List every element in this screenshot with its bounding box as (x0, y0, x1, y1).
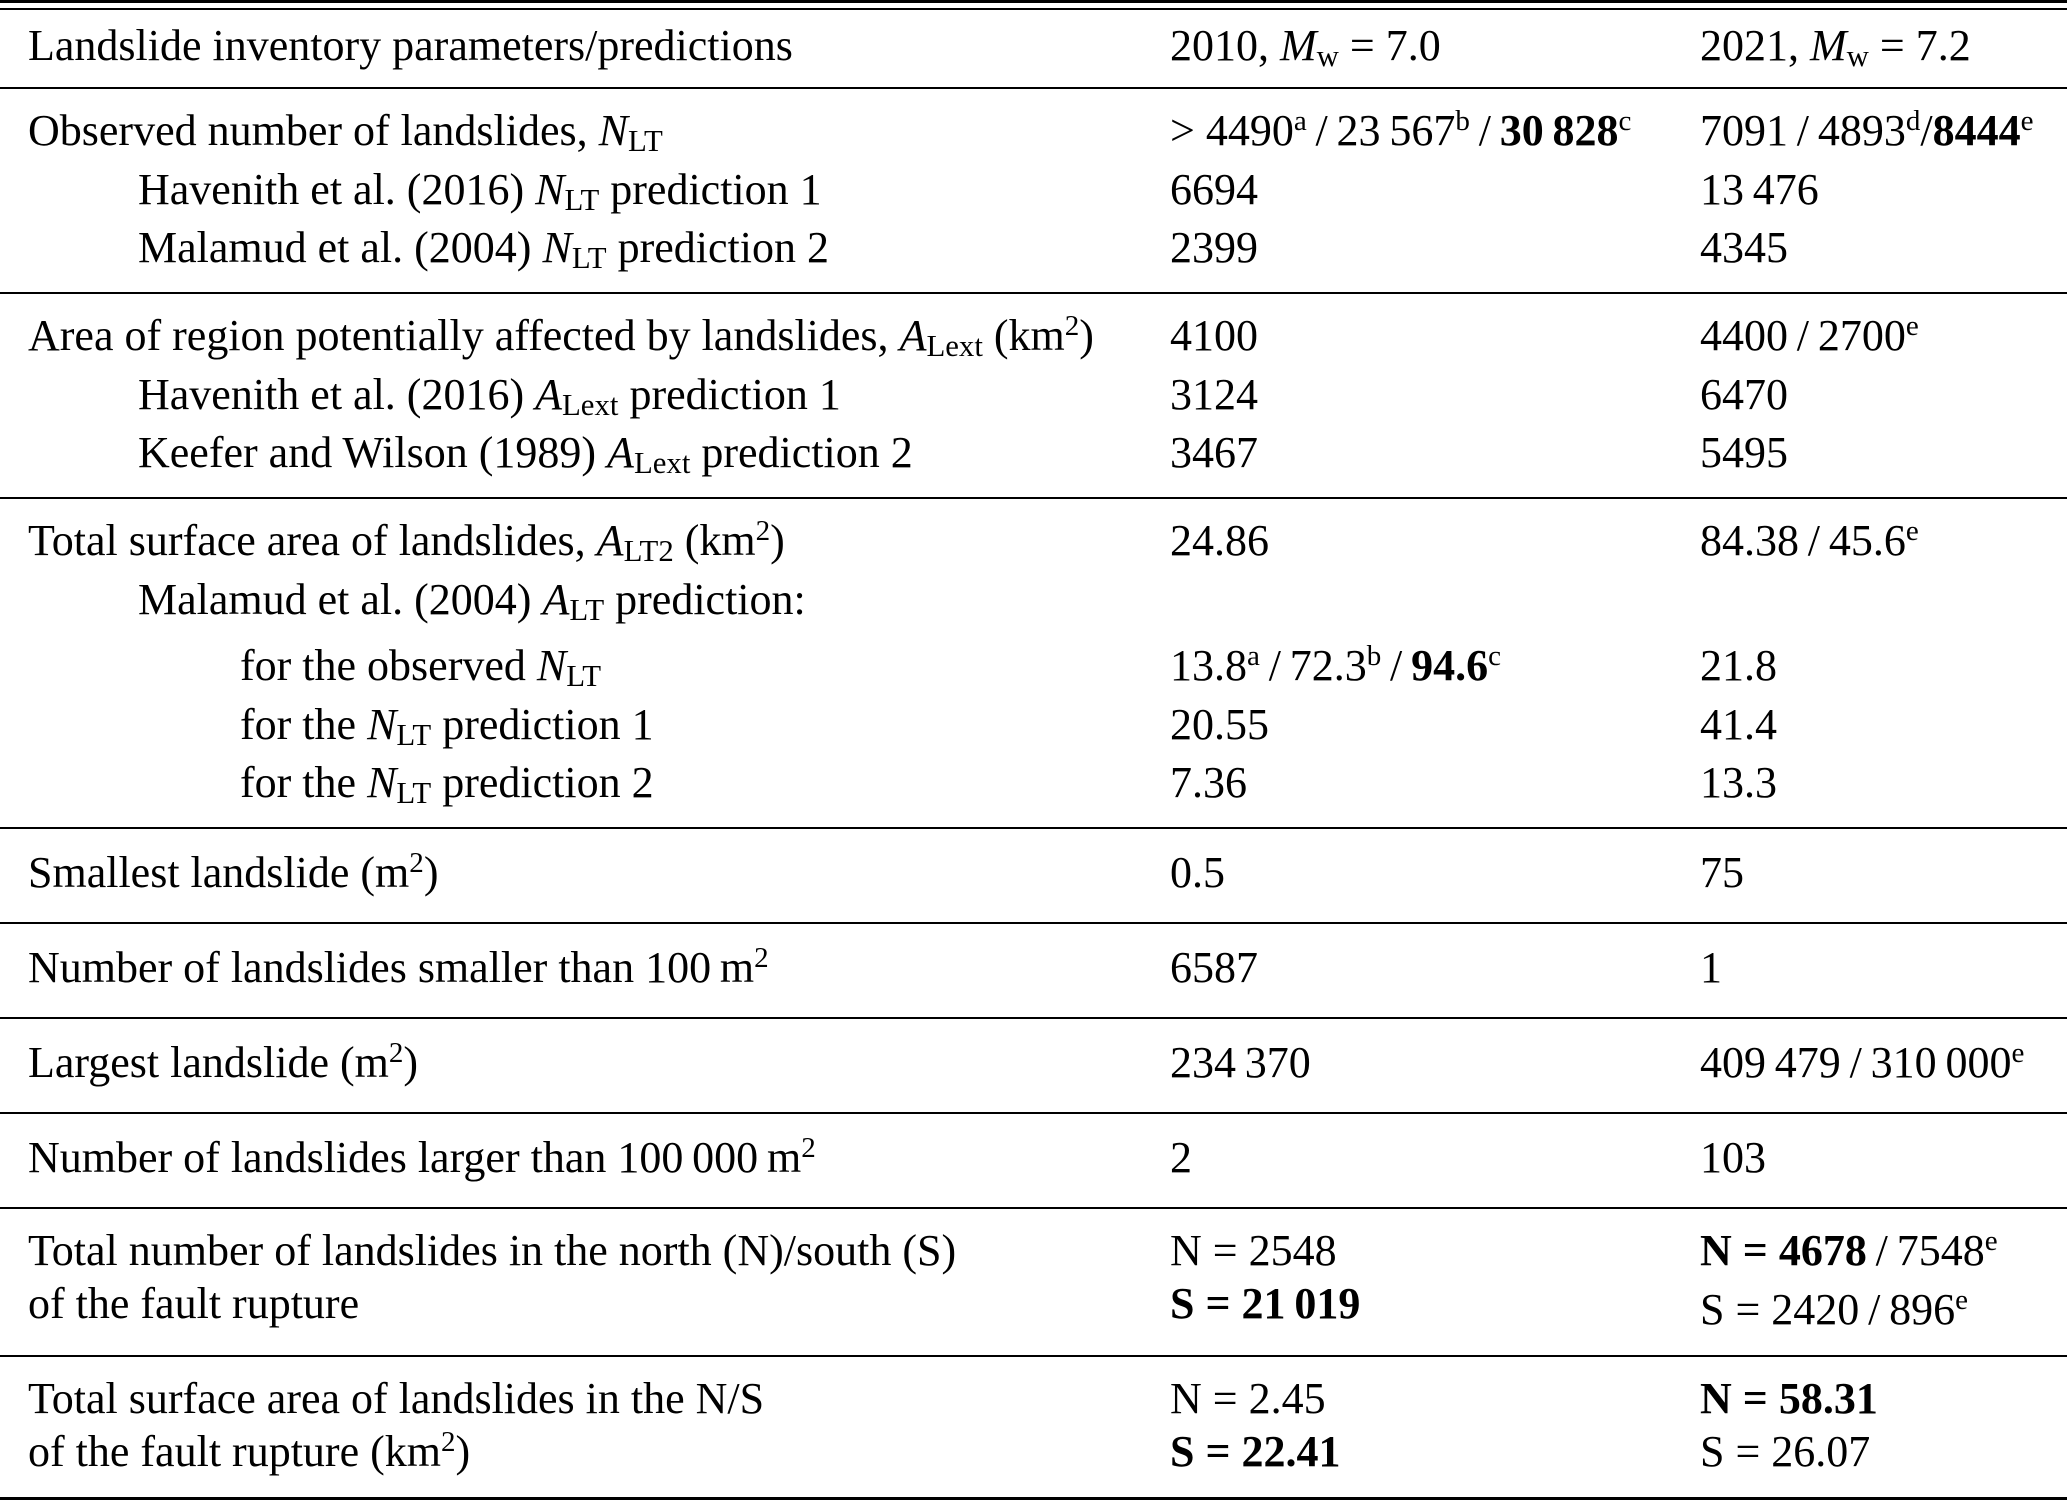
text-run: 13.8 (1170, 641, 1247, 690)
row-alt-for-nlt-prediction-2 (0, 756, 2067, 814)
row-total-surface-area (0, 514, 2067, 573)
parameter-label-cell (0, 1131, 1170, 1190)
text-run: 3467 (1170, 428, 1258, 477)
text-run: 30 828 (1499, 106, 1619, 155)
text-run: prediction 1 (618, 370, 841, 419)
subscript-text: LT (396, 717, 432, 752)
text-run: prediction: (604, 575, 806, 624)
text-run: 4345 (1700, 223, 1788, 272)
parameter-label-cell (0, 426, 1170, 484)
cell-line (28, 19, 1170, 72)
text-run: 6694 (1170, 165, 1258, 214)
parameter-label-cell (0, 104, 1170, 162)
subscript-text: LT (564, 182, 600, 217)
parameter-label-cell (0, 639, 1170, 697)
cell-line (1700, 426, 2067, 479)
superscript-marker: e (1955, 1284, 1969, 1317)
parameter-label-cell (0, 573, 1170, 631)
section-observed-number (0, 89, 2067, 292)
section-affected-area (0, 294, 2067, 497)
text-run: M (1810, 21, 1847, 70)
text-run: 4400 / 2700 (1700, 311, 1906, 360)
text-run: 13 476 (1700, 165, 1819, 214)
text-run: S = 22.41 (1170, 1427, 1341, 1476)
text-run: / (1920, 106, 1933, 155)
value-2021-cell (1700, 19, 2067, 77)
superscript-marker: e (1905, 515, 1919, 548)
cell-line (1170, 309, 1700, 362)
text-run: for the (240, 758, 368, 807)
text-run: of the fault rupture (28, 1279, 360, 1328)
parameter-label-cell (0, 514, 1170, 573)
parameter-label-cell (0, 698, 1170, 756)
row-havenith-nlt-prediction-1 (0, 163, 2067, 221)
cell-line (1170, 756, 1700, 809)
cell-line (1700, 19, 2067, 77)
parameter-label-cell (0, 1372, 1170, 1484)
cell-line (138, 221, 1170, 279)
text-run: prediction 2 (431, 758, 654, 807)
text-run: 41.4 (1700, 700, 1777, 749)
cell-line (1170, 368, 1700, 421)
text-run: 2 (1170, 1133, 1192, 1182)
section-total-area-north-south (0, 1357, 2067, 1497)
text-run: 2010, (1170, 21, 1280, 70)
text-run: 20.55 (1170, 700, 1269, 749)
text-run: ) (455, 1427, 471, 1476)
value-2010-cell (1170, 309, 1700, 362)
cell-line (1170, 1372, 1700, 1425)
value-2021-cell (1700, 846, 2067, 899)
value-2010-cell (1170, 426, 1700, 479)
text-run: / 23 567 (1306, 106, 1456, 155)
text-run: for the (240, 700, 368, 749)
superscript-marker: 2 (754, 942, 769, 975)
cell-line (240, 698, 1170, 756)
text-run: 8444 (1932, 106, 2021, 155)
row-number-smaller-than-100 (0, 941, 2067, 1000)
cell-line (1700, 1131, 2067, 1184)
value-2010-cell (1170, 19, 1700, 77)
value-2021-cell (1700, 368, 2067, 421)
parameter-label-cell (0, 163, 1170, 221)
text-run: 7.36 (1170, 758, 1247, 807)
text-run: A (542, 575, 570, 624)
text-run: / (1469, 106, 1500, 155)
cell-line (1700, 309, 2067, 368)
subscript-text: LT (628, 123, 663, 158)
superscript-marker: 2 (388, 1037, 404, 1070)
cell-line (240, 639, 1170, 697)
subscript-text: LT (396, 775, 432, 810)
value-2021-cell (1700, 104, 2067, 163)
value-2010-cell (1170, 514, 1700, 567)
value-2021-cell (1700, 1372, 2067, 1478)
superscript-marker: e (1984, 1225, 1998, 1258)
section-largest-landslide (0, 1019, 2067, 1112)
cell-line (1170, 1224, 1700, 1277)
value-2021-cell (1700, 1131, 2067, 1184)
row-malamud-alt-prediction-label (0, 573, 2067, 631)
superscript-marker: 2 (409, 847, 424, 880)
text-run: 3124 (1170, 370, 1258, 419)
subscript-text: LT (566, 658, 602, 693)
cell-line (1170, 698, 1700, 751)
value-2021-cell (1700, 514, 2067, 573)
superscript-marker: 2 (755, 515, 771, 548)
text-run: 24.86 (1170, 516, 1269, 565)
text-run: > 4490 (1170, 106, 1294, 155)
parameter-label-cell (0, 756, 1170, 814)
value-2021-cell (1700, 1224, 2067, 1342)
text-run: ) (770, 516, 785, 565)
text-run: 103 (1700, 1133, 1766, 1182)
value-2021-cell (1700, 698, 2067, 751)
cell-line (1700, 1283, 2067, 1342)
text-run: A (596, 516, 624, 565)
cell-line (138, 426, 1170, 484)
cell-line (28, 1277, 1170, 1330)
cell-line (1170, 639, 1700, 698)
parameter-label-cell (0, 846, 1170, 905)
value-2021-cell (1700, 426, 2067, 479)
text-run: 21.8 (1700, 641, 1777, 690)
superscript-marker: e (1905, 310, 1919, 343)
text-run: 2021, (1700, 21, 1810, 70)
superscript-marker: b (1366, 640, 1382, 673)
superscript-marker: b (1455, 105, 1470, 138)
text-run: N = 2548 (1170, 1226, 1337, 1275)
text-run: 2399 (1170, 223, 1258, 272)
text-run: 0.5 (1170, 848, 1225, 897)
row-largest-landslide (0, 1036, 2067, 1095)
text-run: 13.3 (1700, 758, 1777, 807)
subscript-text: w (1316, 38, 1339, 73)
value-2010-cell (1170, 941, 1700, 994)
text-run: A (607, 428, 634, 477)
cell-line (1170, 19, 1700, 77)
cell-line (138, 368, 1170, 426)
text-run: Malamud et al. (2004) (138, 575, 543, 624)
cell-line (28, 941, 1170, 1000)
text-run: / 7548 (1866, 1226, 1985, 1275)
text-run: 409 479 / 310 000 (1700, 1038, 2012, 1087)
section-total-number-north-south (0, 1209, 2067, 1355)
subscript-text: LT (569, 592, 605, 627)
text-run: Keefer and Wilson (1989) (138, 428, 608, 477)
header-row (0, 19, 2067, 77)
text-run: 6470 (1700, 370, 1788, 419)
superscript-marker: d (1905, 105, 1921, 138)
cell-line (28, 309, 1170, 368)
text-run: N (598, 106, 629, 155)
superscript-marker: e (2020, 105, 2034, 138)
text-run: Largest landslide (m (28, 1038, 389, 1087)
row-number-larger-than-100000 (0, 1131, 2067, 1190)
value-2010-cell (1170, 104, 1700, 163)
text-run: Total surface area of landslides, (28, 516, 597, 565)
text-run: 5495 (1700, 428, 1788, 477)
section-total-surface-area (0, 499, 2067, 827)
row-observed-number-of-landslides (0, 104, 2067, 163)
text-run: S = 26.07 (1700, 1427, 1871, 1476)
value-2021-cell (1700, 221, 2067, 274)
cell-line (28, 1372, 1170, 1425)
row-smallest-landslide (0, 846, 2067, 905)
parameter-label-cell (0, 368, 1170, 426)
value-2010-cell (1170, 1372, 1700, 1478)
subscript-text: Lext (926, 328, 983, 363)
superscript-marker: 2 (440, 1426, 456, 1459)
text-run: (km (673, 516, 756, 565)
text-run: prediction 2 (606, 223, 829, 272)
cell-line (1170, 941, 1700, 994)
subscript-text: Lext (633, 445, 691, 480)
value-2010-cell (1170, 1131, 1700, 1184)
parameter-label-cell (0, 19, 1170, 72)
text-run: 94.6 (1411, 641, 1489, 690)
text-run: N (536, 641, 567, 690)
parameter-label-cell (0, 1224, 1170, 1330)
superscript-marker: a (1293, 105, 1307, 138)
section-smallest-landslide (0, 829, 2067, 922)
cell-line (28, 104, 1170, 162)
text-run: N (367, 700, 397, 749)
text-run: for the observed (240, 641, 537, 690)
text-run: of the fault rupture (km (28, 1427, 441, 1476)
cell-line (28, 1131, 1170, 1190)
subscript-text: Lext (562, 387, 619, 422)
text-run: A (899, 311, 927, 360)
cell-line (1170, 1036, 1700, 1089)
row-alt-for-observed-nlt (0, 639, 2067, 698)
cell-line (1170, 221, 1700, 274)
superscript-marker: e (2011, 1037, 2025, 1070)
text-run: prediction 1 (599, 165, 822, 214)
text-run: 1 (1700, 943, 1722, 992)
text-run: N (535, 165, 565, 214)
text-run: 7091 / 4893 (1700, 106, 1906, 155)
parameter-label-cell (0, 1036, 1170, 1095)
parameter-label-cell (0, 309, 1170, 368)
cell-line (1700, 221, 2067, 274)
text-run: Landslide inventory parameters/predictions (28, 21, 793, 70)
row-malamud-nlt-prediction-2 (0, 221, 2067, 279)
section-landslides-larger-100000 (0, 1114, 2067, 1207)
cell-line (1700, 756, 2067, 809)
text-run: ) (423, 848, 439, 897)
cell-line (1170, 426, 1700, 479)
text-run: = 7.0 (1338, 21, 1441, 70)
cell-line (1170, 846, 1700, 899)
value-2010-cell (1170, 163, 1700, 216)
cell-line (1700, 514, 2067, 573)
row-total-number-north-south (0, 1224, 2067, 1342)
cell-line (28, 846, 1170, 905)
text-run: Smallest landslide (m (28, 848, 410, 897)
cell-line (1700, 1036, 2067, 1095)
subscript-text: LT2 (623, 533, 674, 568)
text-run: 75 (1700, 848, 1744, 897)
value-2010-cell (1170, 1036, 1700, 1089)
cell-line (1170, 514, 1700, 567)
table-header-section (0, 10, 2067, 87)
cell-line (1700, 1372, 2067, 1425)
text-run: Number of landslides smaller than 100 m (28, 943, 755, 992)
text-run: = 7.2 (1868, 21, 1971, 70)
text-run: Total surface area of landslides in the N/S (28, 1374, 765, 1423)
section-landslides-smaller-100 (0, 924, 2067, 1017)
cell-line (1700, 368, 2067, 421)
text-run: Malamud et al. (2004) (138, 223, 543, 272)
cell-line (1700, 698, 2067, 751)
text-run: Number of landslides larger than 100 000 m (28, 1133, 802, 1182)
superscript-marker: 2 (1064, 310, 1080, 343)
row-area-potentially-affected (0, 309, 2067, 368)
text-run: (km (982, 311, 1065, 360)
cell-line (1700, 163, 2067, 216)
text-run: ) (403, 1038, 419, 1087)
cell-line (1170, 1425, 1700, 1478)
value-2010-cell (1170, 846, 1700, 899)
value-2021-cell (1700, 756, 2067, 809)
text-run: ) (1079, 311, 1094, 360)
text-run: N = 58.31 (1700, 1374, 1878, 1423)
text-run: / 72.3 (1259, 641, 1367, 690)
cell-line (1700, 846, 2067, 899)
cell-line (1700, 639, 2067, 692)
text-run: 234 370 (1170, 1038, 1311, 1087)
cell-line (1700, 1224, 2067, 1283)
text-run: Total number of landslides in the north (N)/south (S) (28, 1226, 957, 1275)
superscript-marker: a (1247, 640, 1260, 673)
subscript-text: w (1846, 38, 1869, 73)
value-2010-cell (1170, 756, 1700, 809)
cell-line (1170, 1277, 1700, 1330)
cell-line (138, 573, 1170, 631)
row-keefer-wilson-alext-prediction-2 (0, 426, 2067, 484)
text-run: 6587 (1170, 943, 1258, 992)
value-2021-cell (1700, 1036, 2067, 1095)
text-run: Havenith et al. (2016) (138, 165, 536, 214)
text-run: Area of region potentially affected by landslides, (28, 311, 900, 360)
text-run: A (535, 370, 562, 419)
text-run: M (1280, 21, 1317, 70)
text-run: prediction 1 (431, 700, 654, 749)
text-run: S = 2420 / 896 (1700, 1285, 1956, 1334)
value-2021-cell (1700, 941, 2067, 994)
text-run: 84.38 / 45.6 (1700, 516, 1906, 565)
text-run: S = 21 019 (1170, 1279, 1361, 1328)
value-2010-cell (1170, 698, 1700, 751)
value-2010-cell (1170, 221, 1700, 274)
row-total-area-north-south (0, 1372, 2067, 1484)
cell-line (1700, 941, 2067, 994)
parameter-label-cell (0, 221, 1170, 279)
subscript-text: LT (571, 240, 607, 275)
cell-line (1170, 163, 1700, 216)
cell-line (240, 756, 1170, 814)
cell-line (28, 1036, 1170, 1095)
cell-line (28, 1425, 1170, 1484)
text-run: / (1381, 641, 1412, 690)
superscript-marker: 2 (801, 1132, 816, 1165)
text-run: Observed number of landslides, (28, 106, 599, 155)
text-run: Havenith et al. (2016) (138, 370, 536, 419)
value-2021-cell (1700, 163, 2067, 216)
row-alt-for-nlt-prediction-1 (0, 698, 2067, 756)
cell-line (28, 1224, 1170, 1277)
cell-line (138, 163, 1170, 221)
value-2021-cell (1700, 639, 2067, 692)
value-2010-cell (1170, 639, 1700, 698)
cell-line (1700, 1425, 2067, 1478)
value-2010-cell (1170, 368, 1700, 421)
text-run: N = 2.45 (1170, 1374, 1326, 1423)
text-run: N (542, 223, 572, 272)
cell-line (1700, 104, 2067, 163)
text-run: N = 4678 (1700, 1226, 1867, 1275)
text-run: prediction 2 (690, 428, 913, 477)
superscript-marker: c (1488, 640, 1501, 673)
value-2021-cell (1700, 309, 2067, 368)
superscript-marker: c (1618, 105, 1632, 138)
cell-line (1170, 104, 1700, 163)
landslide-inventory-table (0, 10, 2067, 1500)
text-run: N (367, 758, 397, 807)
value-2010-cell (1170, 1224, 1700, 1330)
text-run: 4100 (1170, 311, 1258, 360)
cell-line (1170, 1131, 1700, 1184)
cell-line (28, 514, 1170, 573)
row-havenith-alext-prediction-1 (0, 368, 2067, 426)
parameter-label-cell (0, 941, 1170, 1000)
